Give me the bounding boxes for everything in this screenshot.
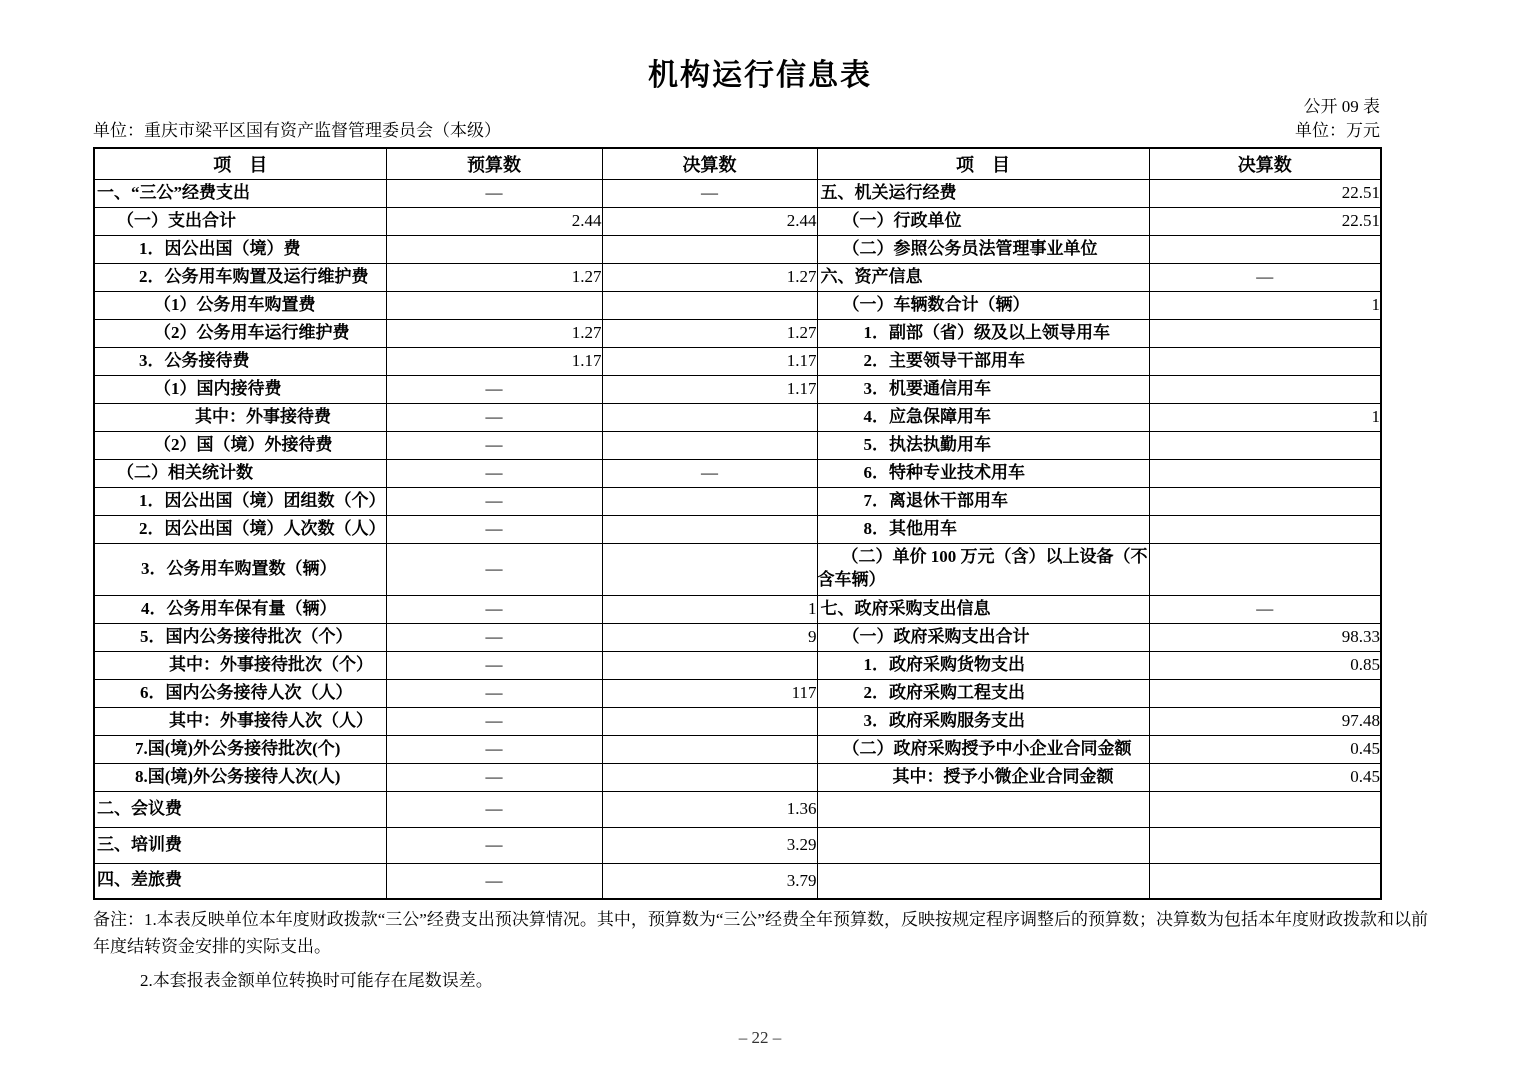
budget-value: — [386, 763, 602, 791]
final-value-left [602, 543, 817, 595]
final-value-left: 1.17 [602, 347, 817, 375]
table-row [94, 431, 1381, 459]
budget-value [386, 235, 602, 263]
final-value-left [602, 235, 817, 263]
left-item-label: （一）支出合计 [94, 207, 386, 235]
table-row [94, 263, 1381, 291]
final-value-right: 1 [1149, 291, 1381, 319]
table-header-row [94, 148, 1381, 179]
col-header-item-right: 项 目 [817, 148, 1149, 179]
right-item-label: （二）参照公务员法管理事业单位 [817, 235, 1149, 263]
right-item-label: 五、机关运行经费 [817, 179, 1149, 207]
table-row [94, 735, 1381, 763]
final-value-right: 22.51 [1149, 207, 1381, 235]
left-item-label: 4．公务用车保有量（辆） [94, 595, 386, 623]
right-item-label: 4．应急保障用车 [817, 403, 1149, 431]
table-row [94, 543, 1381, 595]
final-value-right [1149, 515, 1381, 543]
final-value-left [602, 651, 817, 679]
right-item-label: 1．副部（省）级及以上领导用车 [817, 319, 1149, 347]
table-row [94, 235, 1381, 263]
left-item-label: 8.国(境)外公务接待人次(人) [94, 763, 386, 791]
budget-value: — [386, 827, 602, 863]
budget-value: — [386, 595, 602, 623]
budget-value: 1.27 [386, 319, 602, 347]
final-value-left: — [602, 459, 817, 487]
right-item-label: （二）单价 100 万元（含）以上设备（不含车辆） [817, 543, 1149, 595]
final-value-left: 2.44 [602, 207, 817, 235]
final-value-right: 98.33 [1149, 623, 1381, 651]
budget-value: — [386, 623, 602, 651]
final-value-right [1149, 459, 1381, 487]
budget-value: — [386, 735, 602, 763]
final-value-left: 117 [602, 679, 817, 707]
note-2: 2.本套报表金额单位转换时可能存在尾数误差。 [140, 971, 493, 990]
left-item-label: 三、培训费 [94, 827, 386, 863]
budget-value: — [386, 791, 602, 827]
page-title: 机构运行信息表 [648, 59, 872, 92]
right-item-label: 7．离退休干部用车 [817, 487, 1149, 515]
doc-type-label: 公开 09 表 [1303, 97, 1380, 116]
final-value-right [1149, 863, 1381, 899]
left-item-label: 5．国内公务接待批次（个） [94, 623, 386, 651]
final-value-right [1149, 791, 1381, 827]
table-row [94, 487, 1381, 515]
table-row [94, 863, 1381, 899]
final-value-left [602, 431, 817, 459]
left-item-label: 6．国内公务接待人次（人） [94, 679, 386, 707]
table-row [94, 679, 1381, 707]
final-value-right [1149, 375, 1381, 403]
final-value-right [1149, 347, 1381, 375]
note-1: 备注：1.本表反映单位本年度财政拨款“三公”经费支出预决算情况。其中，预算数为“三公”经费全年预算数，反映按规定程序调整后的预算数；决算数为包括本年度财政拨款和以前年度结转资金安排的实际支出。 [93, 910, 1428, 956]
col-header-final-left: 决算数 [602, 148, 817, 179]
final-value-left [602, 735, 817, 763]
right-item-label: 5．执法执勤用车 [817, 431, 1149, 459]
budget-value: — [386, 403, 602, 431]
final-value-left: 3.79 [602, 863, 817, 899]
final-value-right [1149, 431, 1381, 459]
left-item-label: 一、“三公”经费支出 [94, 179, 386, 207]
right-item-label [817, 791, 1149, 827]
final-value-left [602, 487, 817, 515]
left-item-label: （1）公务用车购置费 [94, 291, 386, 319]
budget-value: — [386, 431, 602, 459]
budget-value: — [386, 375, 602, 403]
budget-value: — [386, 179, 602, 207]
final-value-right: 1 [1149, 403, 1381, 431]
left-item-label: （2）公务用车运行维护费 [94, 319, 386, 347]
operation-info-table [93, 147, 1382, 900]
table-row [94, 179, 1381, 207]
left-item-label: 二、会议费 [94, 791, 386, 827]
final-value-left: 1.17 [602, 375, 817, 403]
left-item-label: 其中：外事接待人次（人） [94, 707, 386, 735]
right-item-label [817, 827, 1149, 863]
final-value-right: 97.48 [1149, 707, 1381, 735]
final-value-left: 1.27 [602, 319, 817, 347]
final-value-left [602, 515, 817, 543]
table-row [94, 459, 1381, 487]
right-item-label: （一）车辆数合计（辆） [817, 291, 1149, 319]
table-row [94, 403, 1381, 431]
final-value-right: 0.85 [1149, 651, 1381, 679]
table-row [94, 651, 1381, 679]
right-item-label: 2．政府采购工程支出 [817, 679, 1149, 707]
left-item-label: 其中：外事接待费 [94, 403, 386, 431]
budget-value: — [386, 487, 602, 515]
right-item-label: 六、资产信息 [817, 263, 1149, 291]
left-item-label: 1．因公出国（境）团组数（个） [94, 487, 386, 515]
table-row [94, 623, 1381, 651]
left-item-label: 四、差旅费 [94, 863, 386, 899]
final-value-right: 0.45 [1149, 735, 1381, 763]
right-item-label: （二）政府采购授予中小企业合同金额 [817, 735, 1149, 763]
budget-value [386, 291, 602, 319]
table-row [94, 763, 1381, 791]
right-item-label: 6．特种专业技术用车 [817, 459, 1149, 487]
page-number: – 22 – [738, 1028, 782, 1047]
table-body [94, 179, 1381, 899]
table-row [94, 595, 1381, 623]
budget-value: 2.44 [386, 207, 602, 235]
right-item-label: （一）行政单位 [817, 207, 1149, 235]
final-value-left: 9 [602, 623, 817, 651]
unit-name: 单位：重庆市梁平区国有资产监督管理委员会（本级） [93, 121, 501, 140]
final-value-right: 22.51 [1149, 179, 1381, 207]
budget-value: — [386, 863, 602, 899]
budget-value: 1.27 [386, 263, 602, 291]
budget-value: — [386, 515, 602, 543]
final-value-right [1149, 487, 1381, 515]
left-item-label: 3．公务用车购置数（辆） [94, 543, 386, 595]
right-item-label: 2．主要领导干部用车 [817, 347, 1149, 375]
left-item-label: （1）国内接待费 [94, 375, 386, 403]
table-row [94, 319, 1381, 347]
budget-value: — [386, 459, 602, 487]
final-value-right [1149, 319, 1381, 347]
final-value-left: 1.36 [602, 791, 817, 827]
left-item-label: 其中：外事接待批次（个） [94, 651, 386, 679]
budget-value: — [386, 543, 602, 595]
left-item-label: 3．公务接待费 [94, 347, 386, 375]
right-item-label: 其中：授予小微企业合同金额 [817, 763, 1149, 791]
final-value-left [602, 707, 817, 735]
right-item-label: 七、政府采购支出信息 [817, 595, 1149, 623]
right-item-label: 8．其他用车 [817, 515, 1149, 543]
table-row [94, 291, 1381, 319]
table-row [94, 347, 1381, 375]
table-row [94, 791, 1381, 827]
notes [93, 906, 1428, 994]
final-value-left: 1 [602, 595, 817, 623]
table-row [94, 707, 1381, 735]
final-value-right [1149, 543, 1381, 595]
budget-value: 1.17 [386, 347, 602, 375]
final-value-left [602, 403, 817, 431]
right-item-label [817, 863, 1149, 899]
table-row [94, 207, 1381, 235]
budget-value: — [386, 651, 602, 679]
final-value-right: — [1149, 595, 1381, 623]
right-item-label: （一）政府采购支出合计 [817, 623, 1149, 651]
left-item-label: 1．因公出国（境）费 [94, 235, 386, 263]
left-item-label: （2）国（境）外接待费 [94, 431, 386, 459]
final-value-right: — [1149, 263, 1381, 291]
budget-value: — [386, 679, 602, 707]
final-value-right [1149, 235, 1381, 263]
left-item-label: 7.国(境)外公务接待批次(个) [94, 735, 386, 763]
left-item-label: 2．公务用车购置及运行维护费 [94, 263, 386, 291]
final-value-left [602, 763, 817, 791]
final-value-left: 1.27 [602, 263, 817, 291]
final-value-left: — [602, 179, 817, 207]
final-value-left: 3.29 [602, 827, 817, 863]
final-value-left [602, 291, 817, 319]
table-row [94, 375, 1381, 403]
left-item-label: 2．因公出国（境）人次数（人） [94, 515, 386, 543]
right-item-label: 3．机要通信用车 [817, 375, 1149, 403]
col-header-final-right: 决算数 [1149, 148, 1381, 179]
unit-line [93, 116, 1380, 141]
budget-value: — [386, 707, 602, 735]
final-value-right [1149, 827, 1381, 863]
left-item-label: （二）相关统计数 [94, 459, 386, 487]
col-header-budget: 预算数 [386, 148, 602, 179]
table-row [94, 515, 1381, 543]
col-header-item-left: 项 目 [94, 148, 386, 179]
right-item-label: 3．政府采购服务支出 [817, 707, 1149, 735]
unit-currency: 单位：万元 [1295, 121, 1380, 140]
final-value-right: 0.45 [1149, 763, 1381, 791]
table-row [94, 827, 1381, 863]
right-item-label: 1．政府采购货物支出 [817, 651, 1149, 679]
final-value-right [1149, 679, 1381, 707]
